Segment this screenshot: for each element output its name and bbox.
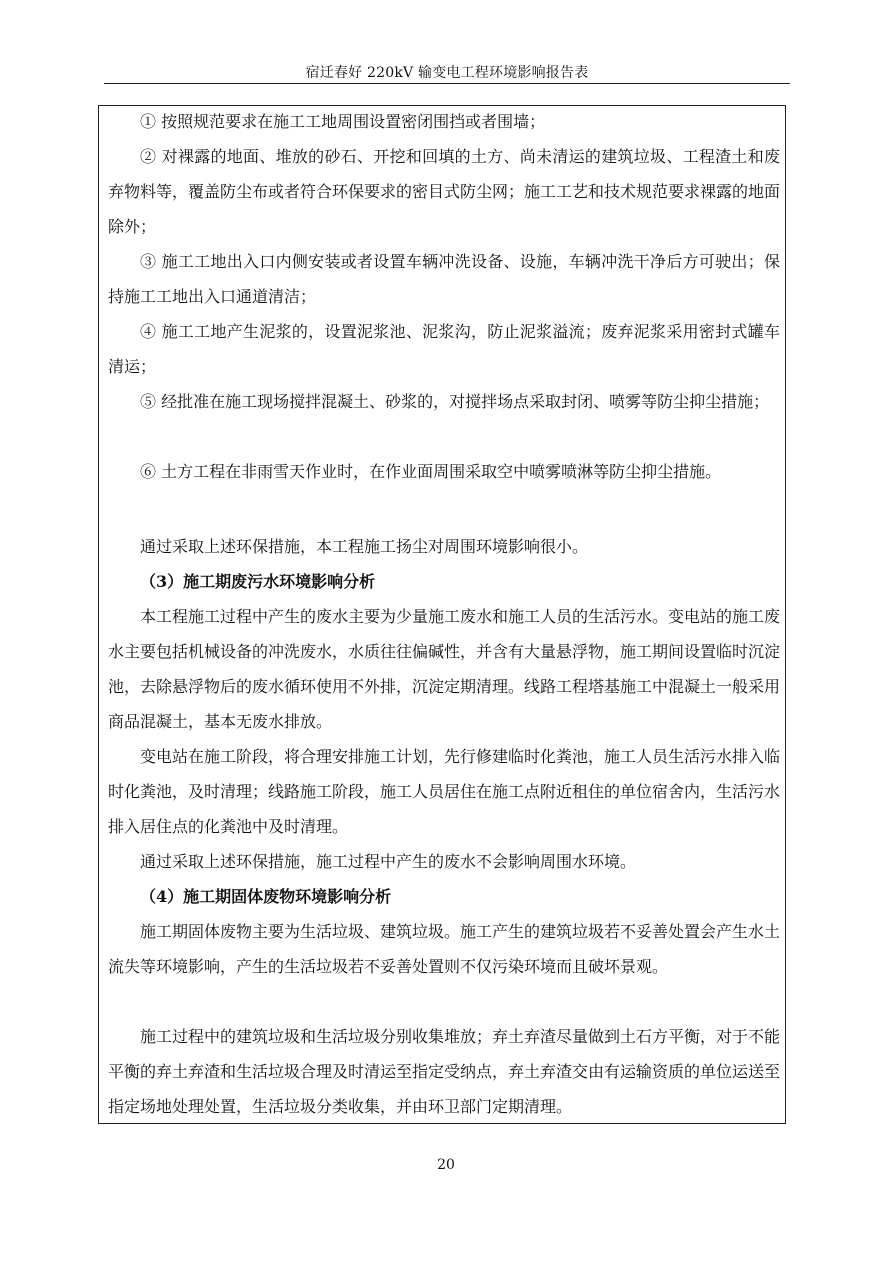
measure-item-6: ⑥ 土方工程在非雨雪天作业时，在作业面周围采取空中喷雾喷淋等防尘抑尘措施。 xyxy=(140,462,722,481)
wastewater-paragraph: 本工程施工过程中产生的废水主要为少量施工废水和施工人员的生活污水。变电站的施工废水主要包括机械设备的冲洗废水，水质往往偏碱性，并含有大量悬浮物，施工期间设置临时沉淀池，去除悬浮物后的废水循环使用不外排，沉淀定期清理。线路工程塔基施工中混凝土一般采用商品混凝土，基本无废水排放。 xyxy=(108,607,781,731)
measure-item-2: ② 对裸露的地面、堆放的砂石、开挖和回填的土方、尚未清运的建筑垃圾、工程渣土和废弃物料等，覆盖防尘布或者符合环保要求的密目式防尘网；施工工艺和技术规范要求裸露的地面除外； xyxy=(108,147,781,236)
page-header: 宿迁春好 220kV 输变电工程环境影响报告表 xyxy=(305,65,589,81)
solid-waste-paragraph: 施工期固体废物主要为生活垃圾、建筑垃圾。施工产生的建筑垃圾若不妥善处置会产生水土流失等环境影响，产生的生活垃圾若不妥善处置则不仅污染环境而且破坏景观。 xyxy=(108,922,781,976)
section-heading-solid-waste: （4）施工期固体废物环境影响分析 xyxy=(140,887,392,906)
page-number: 20 xyxy=(437,1157,455,1173)
waste-handling-paragraph: 施工过程中的建筑垃圾和生活垃圾分别收集堆放；弃土弃渣尽量做到土石方平衡，对于不能平衡的弃土弃渣和生活垃圾合理及时清运至指定受纳点，弃土弃渣交由有运输资质的单位运送至指定场地处理处置，生活垃圾分类收集，并由环卫部门定期清理。 xyxy=(108,1027,781,1116)
measure-item-4: ④ 施工工地产生泥浆的，设置泥浆池、泥浆沟，防止泥浆溢流；废弃泥浆采用密封式罐车清运； xyxy=(108,322,780,376)
dust-conclusion: 通过采取上述环保措施，本工程施工扬尘对周围环境影响很小。 xyxy=(140,537,589,556)
measure-item-1: ① 按照规范要求在施工工地周围设置密闭围挡或者围墙； xyxy=(140,112,546,131)
sewage-paragraph: 变电站在施工阶段，将合理安排施工计划，先行修建临时化粪池，施工人员生活污水排入临时化粪池，及时清理；线路施工阶段，施工人员居住在施工点附近租住的单位宿舍内，生活污水排入居住点的化粪池中及时清理。 xyxy=(108,747,781,836)
header-divider xyxy=(104,83,790,84)
section-heading-wastewater: （3）施工期废污水环境影响分析 xyxy=(140,572,376,591)
measure-item-3: ③ 施工工地出入口内侧安装或者设置车辆冲洗设备、设施，车辆冲洗干净后方可驶出；保持施工工地出入口通道清洁； xyxy=(108,252,780,306)
wastewater-conclusion: 通过采取上述环保措施，施工过程中产生的废水不会影响周围水环境。 xyxy=(140,852,637,871)
measure-item-5: ⑤ 经批准在施工现场搅拌混凝土、砂浆的，对搅拌场点采取封闭、喷雾等防尘抑尘措施； xyxy=(140,392,770,411)
